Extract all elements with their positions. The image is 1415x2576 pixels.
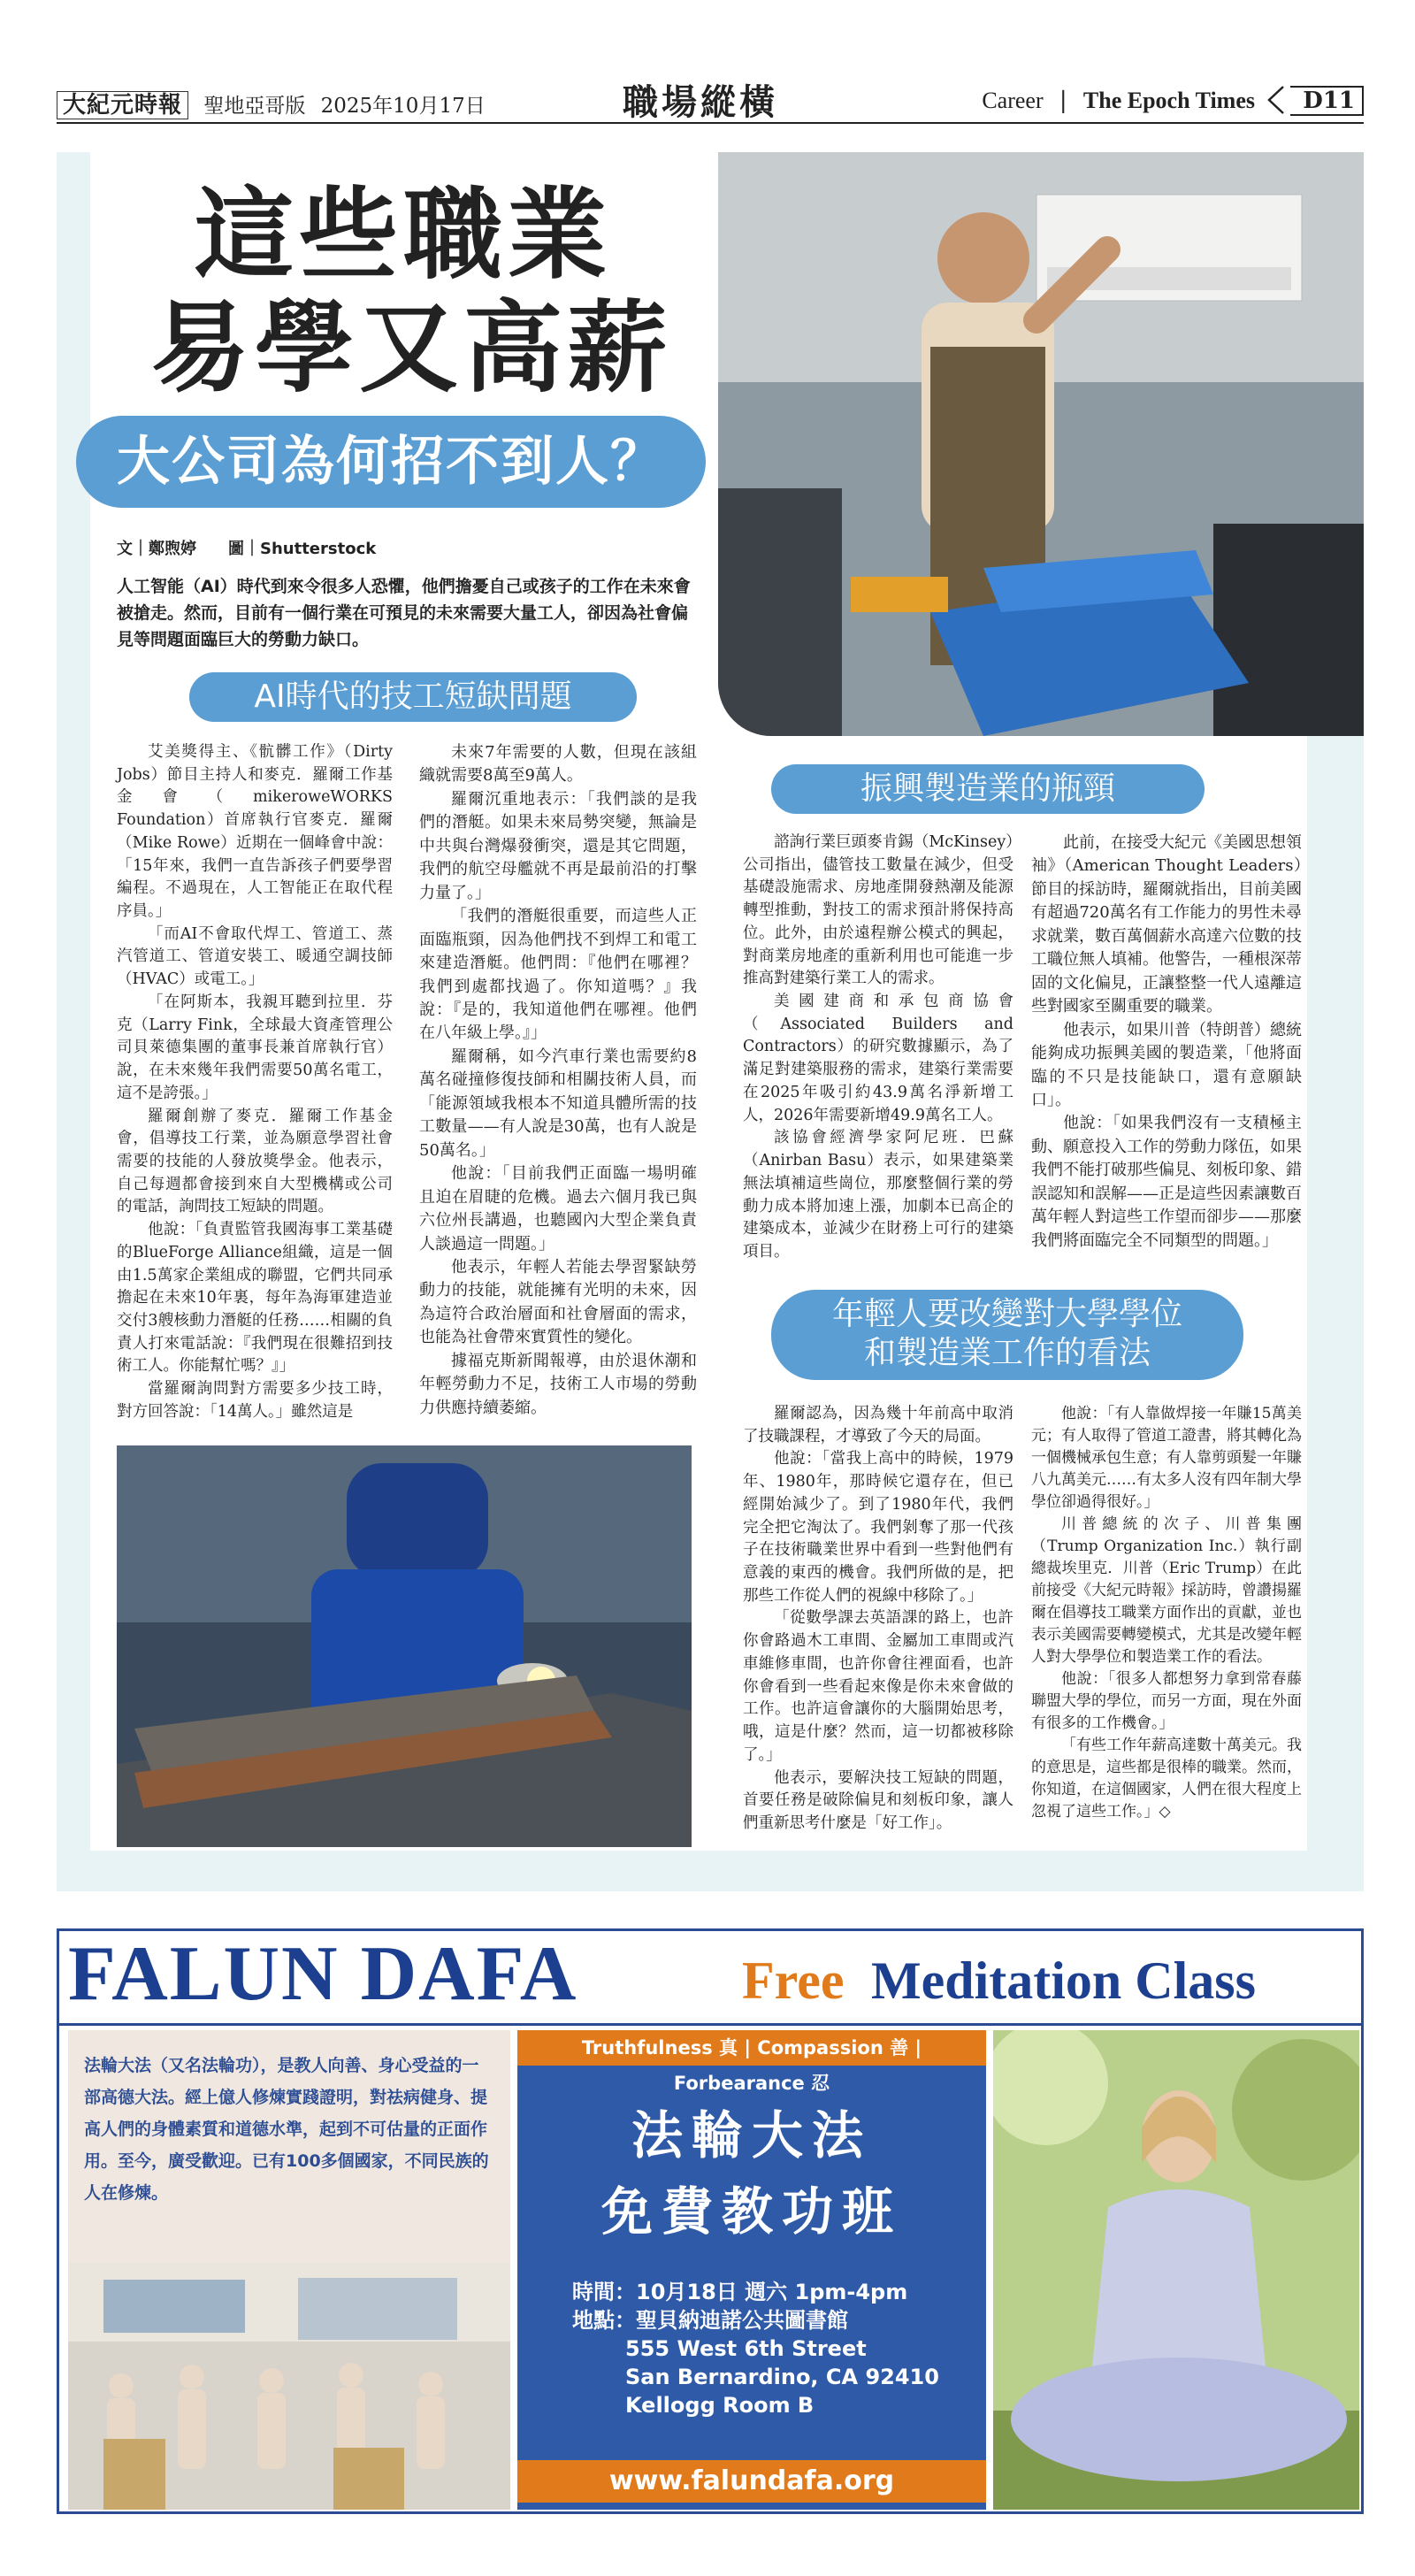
- ad-address-3: Kellogg Room B: [625, 2393, 815, 2418]
- ad-cn-title-2: 免費教功班: [600, 2181, 902, 2242]
- section-title-ai-shortage: AI時代的技工短缺問題: [189, 672, 637, 722]
- byline: 文｜鄭煦婷 圖｜Shutterstock: [117, 540, 377, 558]
- ad-left-text: 法輪大法（又名法輪功），是教人向善、身心受益的一部高德大法。經上億人修煉實踐證明，對祛病健身、提高人們的身體素質和道德水準，起到不可估量的正面作用。至今，廣受歡迎。已有100多個國家，不同民族的人在修煉。: [84, 2056, 489, 2203]
- ad-cn-title-1: 法輪大法: [631, 2105, 872, 2166]
- paragraph: 他說：「目前我們正面臨一場明確且迫在眉睫的危機。過去六個月我已與六位州長講過，也聽國內大型企業負責人談過這一問題。」: [419, 1164, 697, 1254]
- section-title-young-people: [771, 1290, 1243, 1380]
- paragraph: 當羅爾詢問對方需要多少技工時，對方回答說：「14萬人。」雖然這是: [117, 1380, 393, 1421]
- column-3: [743, 832, 1013, 1274]
- paragraph: 「而AI不會取代焊工、管道工、蒸汽管道工、管道安裝工、暖通空調技師（HVAC）或電工。」: [117, 924, 393, 989]
- paper-logo: 大紀元時報: [57, 91, 188, 119]
- paragraph: 此前，在接受大紀元《美國思想領袖》（American Thought Leaders）節目的採訪時，羅爾就指出，目前美國有超過720萬名有工作能力的男性未尋求就業，數百萬個薪水高達六位數的技工職位無人填補。他警告，一種根深蒂固的文化偏見，正讓整整一代人遠離這些對國家至關重要的職業。: [1031, 833, 1302, 1016]
- ad-address-2: San Bernardino, CA 92410: [625, 2365, 939, 2389]
- paragraph: 他說：「負責監管我國海事工業基礎的BlueForge Alliance組織，這是一個由1.5萬家企業組成的聯盟，它們共同承擔起在未來10年裏，每年為海軍建造並交付3艘核動力潛艇的任務……相關的負責人打來電話說：『我們現在很難招到技術工人。你能幫忙嗎？』」: [117, 1221, 393, 1376]
- ad-left-panel: [68, 2030, 510, 2510]
- column-4: [1031, 832, 1302, 1274]
- ad-title-rest: Meditation Class: [871, 1951, 1256, 2010]
- intro-paragraph: 人工智能（AI）時代到來令很多人恐懼，他們擔憂自己或孩子的工作在未來會被搶走。然而，目前有一個行業在可預見的未來需要大量工人，卻因為社會偏見等問題面臨巨大的勞動力缺口。: [117, 577, 691, 649]
- paragraph: 他說：「很多人都想努力拿到常春藤聯盟大學的學位，而另一方面，現在外面有很多的工作機會。」: [1031, 1669, 1302, 1732]
- paragraph: 他表示，要解決技工短缺的問題，首要任務是破除偏見和刻板印象，讓人們重新思考什麼是「好工作」。: [743, 1768, 1013, 1832]
- ad-title: [59, 1931, 1361, 2023]
- header-right: [982, 85, 1364, 116]
- issue-date: 2025年10月17日: [320, 95, 486, 118]
- section-title-line1: 年輕人要改變對大學學位: [831, 1296, 1182, 1332]
- page-number: D11: [1290, 86, 1364, 116]
- chevron-left-icon: [1266, 85, 1285, 115]
- meditation-photo: [993, 2030, 1359, 2510]
- ad-details: [572, 2278, 979, 2419]
- column-5: [743, 1403, 1013, 1845]
- paragraph: 羅爾沉重地表示：「我們談的是我們的潛艇。如果未來局勢突變，無論是中共與台灣爆發衝突，還是其它問題，我們的航空母艦就不再是最前沿的打擊力量了。」: [419, 789, 697, 902]
- paragraph: 他說：「有人靠做焊接一年賺15萬美元；有人取得了管道工證書，將其轉化為一個機械承包生意；有人靠剪頭髮一年賺八九萬美元……有太多人沒有四年制大學學位卻過得很好。」: [1031, 1405, 1302, 1511]
- paragraph: 他表示，如果川普（特朗普）總統能夠成功振興美國的製造業，「他將面臨的不只是技能缺口，還有意願缺口」。: [1031, 1020, 1302, 1109]
- column-6: [1031, 1403, 1302, 1845]
- column-1: [117, 741, 393, 1426]
- headline-line1: 這些職業: [195, 178, 612, 293]
- paragraph: 美國建商和承包商協會（Associated Builders and Contractors）的研究數據顯示，為了滿足對建築服務的需求，建築行業需要在2025年吸引約43.9萬名淨新增工人，2026年需要新增49.9萬名工人。: [743, 993, 1013, 1124]
- ad-title-main: FALUN DAFA: [68, 1931, 578, 2017]
- section-title: 職場縱橫: [623, 81, 778, 123]
- subheadline: 大公司為何招不到人？: [76, 416, 706, 508]
- brand-name: The Epoch Times: [1082, 88, 1255, 113]
- section-title-manufacturing: 振興製造業的瓶頸: [771, 764, 1205, 814]
- paragraph: 川普總統的次子、川普集團（Trump Organization Inc.）執行副總裁埃里克．川普（Eric Trump）在此前接受《大紀元時報》採訪時，曾讚揚羅爾在倡導技工職業方面作出的貢獻，並也表示美國需要轉變模式，尤其是改變年輕人對大學學位和製造業工作的看法。: [1031, 1514, 1302, 1666]
- welder-photo: [117, 1445, 692, 1847]
- paragraph: 羅爾稱，如今汽車行業也需要約8萬名碰撞修復技師和相關技術人員，而「能源領域我根本不知道具體所需的技工數量——有人說是30萬，也有人說是50萬名。」: [419, 1046, 697, 1160]
- header-divider: |: [1059, 88, 1067, 114]
- ad-values-banner: Truthfulness 真 | Compassion 善 | Forbearance 忍: [517, 2030, 986, 2066]
- ad-time: 時間：10月18日 週六 1pm-4pm: [572, 2280, 908, 2304]
- hvac-technician-photo: [718, 152, 1364, 736]
- paragraph: 他說：「如果我們沒有一支積極主動、願意投入工作的勞動力隊伍，如果我們不能打破那些偏見、刻板印象、錯誤認知和誤解——正是這些因素讓數百萬年輕人對這些工作望而卻步——那麼我們將面臨完全不同類型的問題。」: [1031, 1114, 1302, 1250]
- page-header: [57, 78, 1364, 124]
- paragraph: 據福克斯新聞報導，由於退休潮和年輕勞動力不足，技術工人市場的勞動力供應持續萎縮。: [419, 1351, 697, 1417]
- ad-url[interactable]: www.falundafa.org: [517, 2460, 986, 2503]
- section-title-line2: 和製造業工作的看法: [863, 1335, 1151, 1371]
- headline-line2: 易學又高薪: [150, 291, 672, 406]
- paragraph: 「在阿斯本，我親耳聽到拉里．芬克（Larry Fink，全球最大資產管理公司貝萊德集團的董事長兼首席執行官）說，在未來幾年我們需要50萬名電工，這不是誇張。」: [117, 993, 393, 1102]
- paragraph: 「從數學課去英語課的路上，也許你會路過木工車間、金屬加工車間或汽車維修車間，也許你會往裡面看，也許你會看到一些看起來像是你未來會做的工作。也許這會讓你的大腦開始思考，哦，這是什麼？然而，這一切都被移除了。」: [743, 1609, 1013, 1764]
- paragraph: 羅爾認為，因為幾十年前高中取消了技職課程，才導致了今天的局面。: [743, 1405, 1013, 1445]
- paragraph: 「有些工作年薪高達數十萬美元。我的意思是，這些都是很棒的職業。然而，你知道，在這個國家，人們在很大程度上忽視了這些工作。」◇: [1031, 1736, 1302, 1821]
- edition: 聖地亞哥版: [203, 95, 306, 118]
- section-en: Career: [982, 88, 1044, 113]
- paragraph: 諮詢行業巨頭麥肯錫（McKinsey）公司指出，儘管技工數量在減少，但受基礎設施需求、房地產開發熱潮及能源轉型推動，對技工的需求預計將保持高位。此外，由於遠程辦公模式的興起，對商業房地產的重新利用也可能進一步推高對建築行業工人的需求。: [743, 833, 1013, 988]
- column-2: [419, 741, 697, 1426]
- ad-title-rule: [59, 2023, 1361, 2026]
- header-left: [57, 87, 486, 119]
- paragraph: 他說：「當我上高中的時候，1979年、1980年，那時候它還存在，但已經開始減少了。到了1980年代，我們完全把它淘汰了。我們剝奪了那一代孩子在技術職業世界中看到一些對他們有意義的東西的機會。我們所做的是，把那些工作從人們的視線中移除了。」: [743, 1450, 1013, 1605]
- paragraph: 艾美獎得主、《骯髒工作》（Dirty Jobs）節目主持人和麥克．羅爾工作基金會（mikeroweWORKS Foundation）首席執行官麥克．羅爾（Mike Rowe）近期在一個峰會中說：「15年來，我們一直告訴孩子們要學習編程。不過現在，人工智能正在取代程序員。」: [117, 743, 393, 921]
- paragraph: 他表示，年輕人若能去學習緊缺勞動力的技能，就能擁有光明的未來，因為這符合政治層面和社會層面的需求，也能為社會帶來實質性的變化。: [419, 1257, 697, 1347]
- ad-address-1: 555 West 6th Street: [625, 2336, 867, 2361]
- paragraph: 「我們的潛艇很重要，而這些人正面臨瓶頸，因為他們找不到焊工和電工來建造潛艇。他們問：『他們在哪裡？我們到處都找過了。你知道嗎？』我說：『是的，我知道他們在哪裡。他們在八年級上學。』」: [419, 907, 697, 1043]
- ad-center-panel: [517, 2030, 986, 2510]
- paragraph: 羅爾創辦了麥克．羅爾工作基金會，倡導技工行業，並為願意學習社會需要的技能的人發放獎學金。他表示，自己每週都會接到來自大型機構或公司的電話，詢問技工短缺的問題。: [117, 1107, 393, 1216]
- ad-title-free: Free: [742, 1951, 845, 2010]
- falun-dafa-ad: [57, 1928, 1364, 2514]
- paragraph: 未來7年需要的人數，但現在該組織就需要8萬至9萬人。: [419, 743, 697, 786]
- group-exercise-photo: [68, 2262, 510, 2510]
- paragraph: 該協會經濟學家阿尼班．巴蘇（Anirban Basu）表示，如果建築業無法填補這些崗位，那麼整個行業的勞動力成本將加速上漲，加劇本已高企的建築成本，並減少在財務上可行的建築項目。: [743, 1129, 1013, 1261]
- ad-place: 地點：聖貝納迪諾公共圖書館: [572, 2308, 848, 2333]
